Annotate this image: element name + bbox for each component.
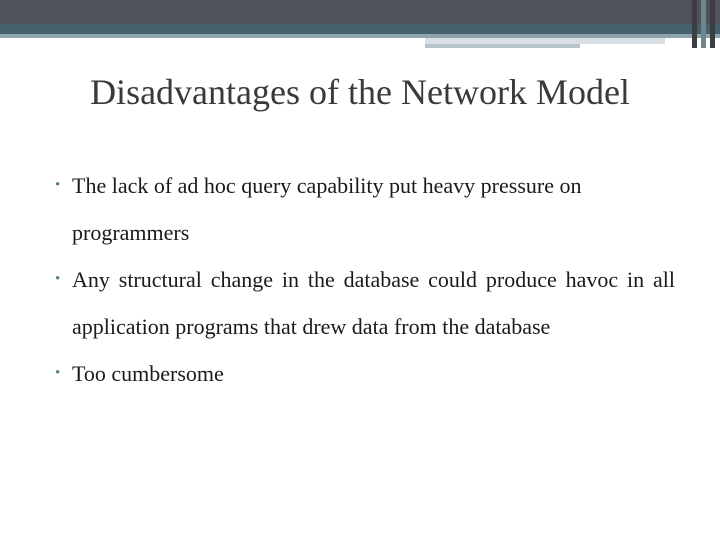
corner-bar (701, 0, 706, 48)
header-teal-band (0, 24, 720, 34)
header-band (0, 0, 720, 24)
corner-decoration (692, 0, 720, 48)
slide-title: Disadvantages of the Network Model (90, 72, 630, 112)
bullet-text: Any structural change in the database could produce havoc in all application programs that drew data from the database (72, 267, 675, 339)
corner-bar (692, 0, 697, 48)
header-accent-bar-short (425, 44, 580, 48)
bullet-dot-icon: • (55, 177, 61, 193)
bullet-dot-icon: • (55, 271, 61, 287)
bullet-list (55, 162, 675, 397)
bullet-item (55, 256, 675, 350)
corner-bar (710, 0, 715, 48)
bullet-dot-icon: • (55, 365, 61, 381)
bullet-text: Too cumbersome (72, 361, 224, 386)
bullet-text: The lack of ad hoc query capability put heavy pressure on programmers (72, 173, 582, 245)
bullet-item (55, 162, 675, 256)
bullet-item (55, 350, 675, 397)
